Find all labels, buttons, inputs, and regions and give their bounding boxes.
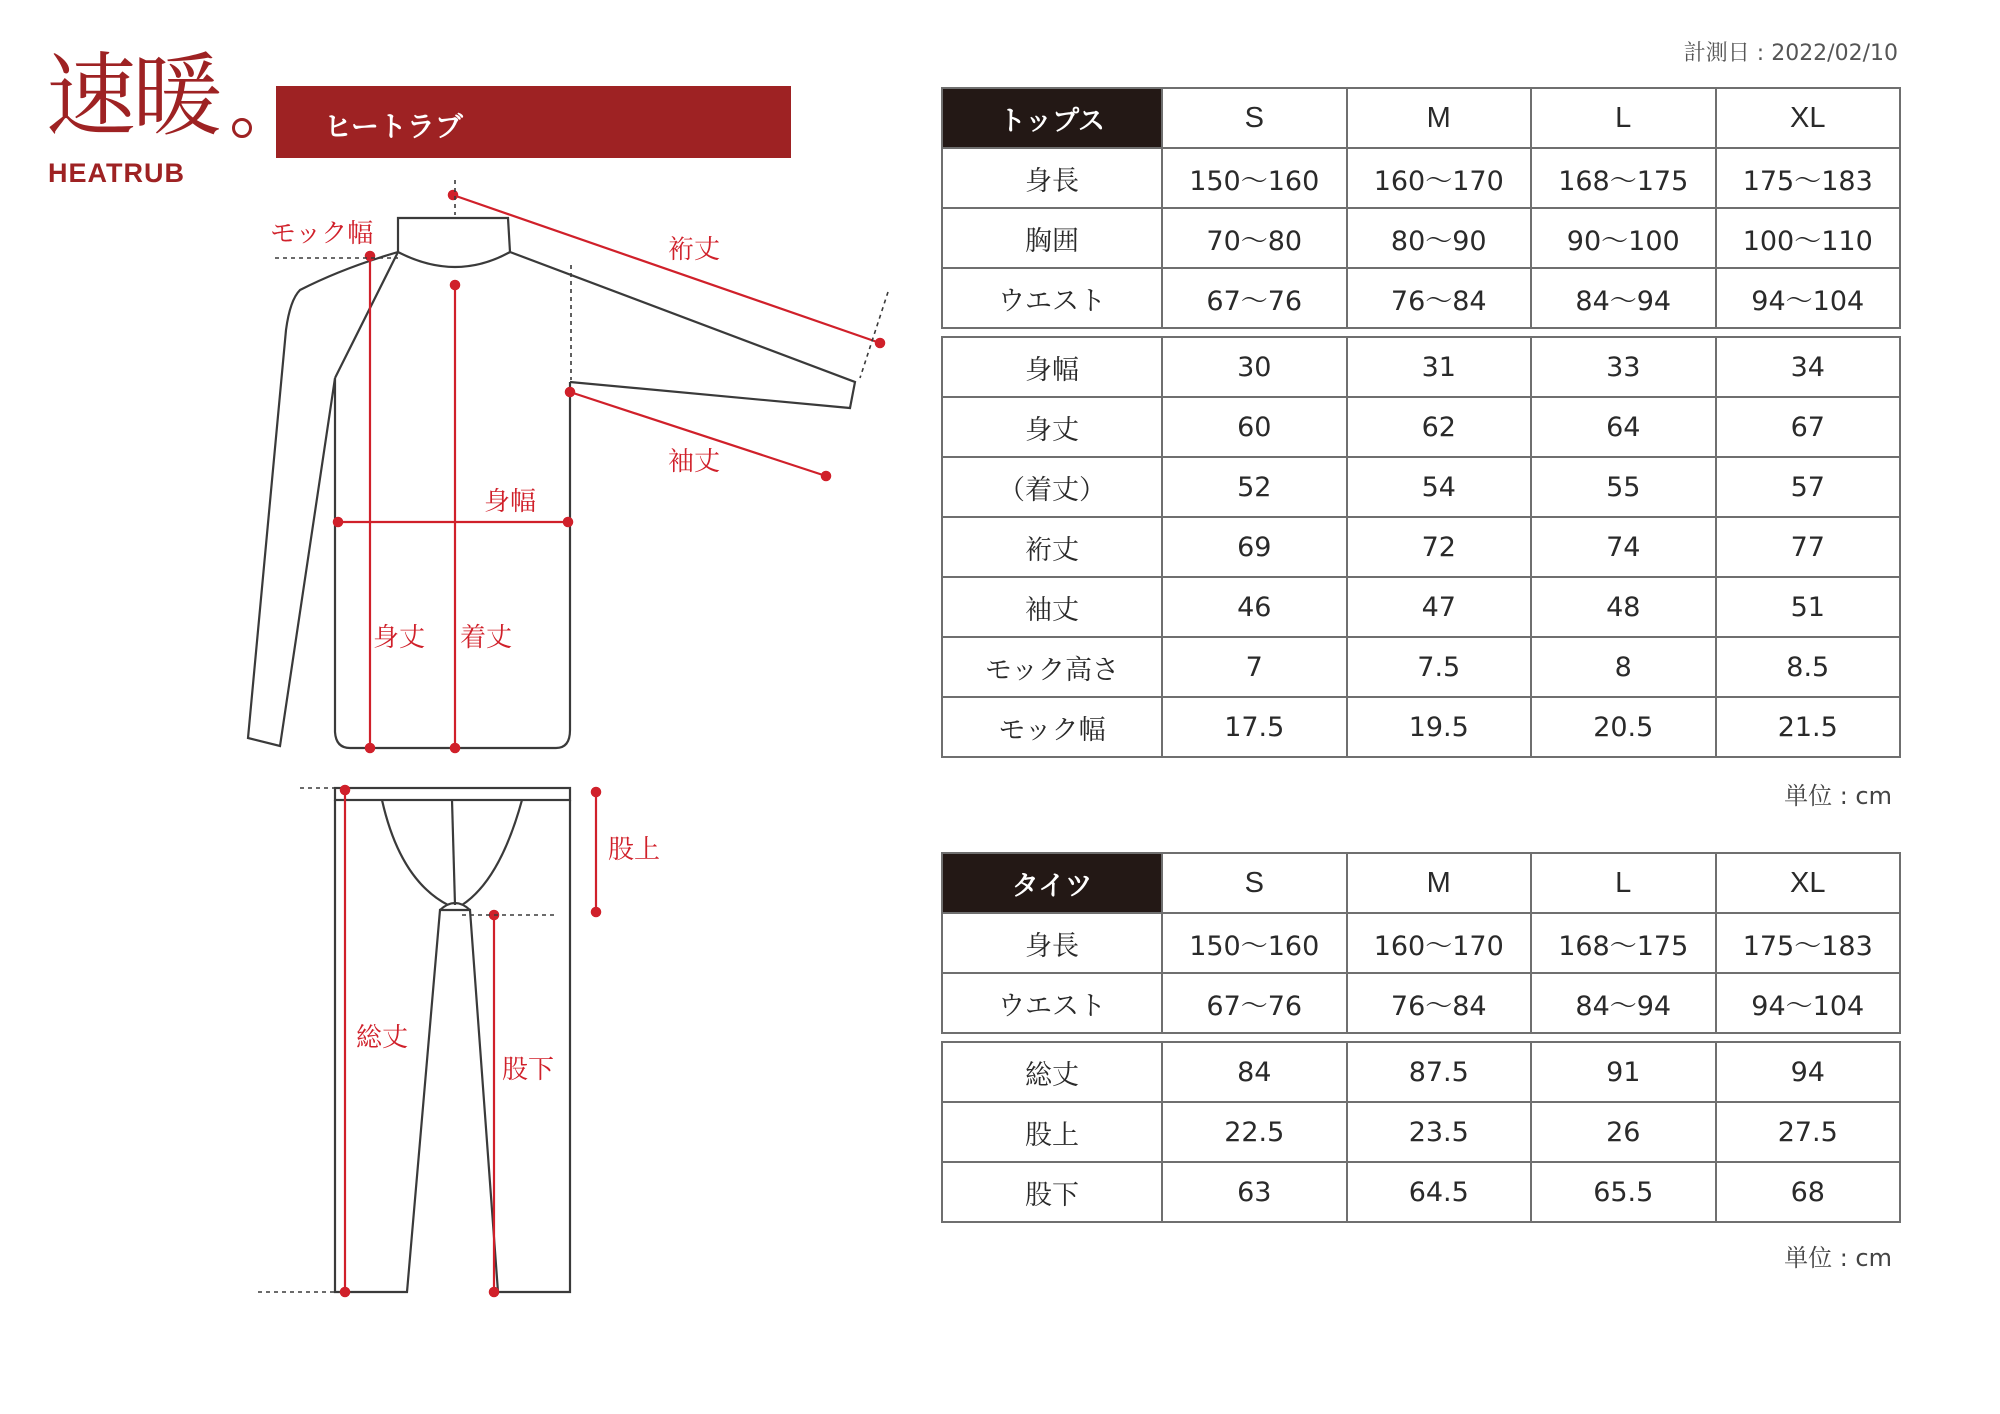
cell: 51	[1716, 577, 1901, 637]
cell: 65.5	[1531, 1162, 1716, 1222]
row-label: ウエスト	[942, 973, 1162, 1033]
table-header-row	[942, 853, 1900, 913]
table-row	[942, 268, 1900, 328]
cell: 55	[1531, 457, 1716, 517]
row-label: ウエスト	[942, 268, 1162, 328]
cell: 47	[1347, 577, 1532, 637]
tights-unit-label: 単位 : cm	[1784, 1244, 1892, 1272]
brand-logo-english: HEATRUB	[48, 158, 185, 188]
cell: 60	[1162, 397, 1347, 457]
cell: 168〜175	[1531, 913, 1716, 973]
cell: 63	[1162, 1162, 1347, 1222]
table-row	[942, 397, 1900, 457]
size-m: M	[1347, 88, 1532, 148]
cell: 91	[1531, 1042, 1716, 1102]
cell: 19.5	[1347, 697, 1532, 757]
label-total: 総丈	[356, 1023, 409, 1053]
cell: 33	[1531, 337, 1716, 397]
cell: 87.5	[1347, 1042, 1532, 1102]
table-row	[942, 1102, 1900, 1162]
cell: 76〜84	[1347, 268, 1532, 328]
cell: 84	[1162, 1042, 1347, 1102]
label-mock-width: モック幅	[270, 219, 374, 249]
cell: 7.5	[1347, 637, 1532, 697]
row-label: 身長	[942, 913, 1162, 973]
size-l: L	[1531, 88, 1716, 148]
product-name: ヒートラブ	[324, 110, 463, 143]
cell: 150〜160	[1162, 148, 1347, 208]
table-row	[942, 577, 1900, 637]
table-section-gap	[942, 328, 1900, 337]
row-label: 総丈	[942, 1042, 1162, 1102]
table-row	[942, 457, 1900, 517]
label-body-width: 身幅	[484, 487, 537, 517]
size-s: S	[1162, 88, 1347, 148]
row-label: 裄丈	[942, 517, 1162, 577]
cell: 7	[1162, 637, 1347, 697]
cell: 94〜104	[1716, 268, 1901, 328]
cell: 175〜183	[1716, 913, 1901, 973]
cell: 46	[1162, 577, 1347, 637]
cell: 84〜94	[1531, 973, 1716, 1033]
sleeve-full-arrow	[453, 195, 880, 343]
table-row	[942, 637, 1900, 697]
label-sleeve: 袖丈	[668, 447, 721, 477]
cell: 64	[1531, 397, 1716, 457]
cell: 94〜104	[1716, 973, 1901, 1033]
table-row	[942, 1162, 1900, 1222]
cell: 80〜90	[1347, 208, 1532, 268]
cell: 21.5	[1716, 697, 1901, 757]
table-header-row	[942, 88, 1900, 148]
label-sleeve-full: 裄丈	[668, 235, 721, 265]
tops-header: トップス	[942, 88, 1162, 148]
size-xl: XL	[1716, 88, 1901, 148]
brand-logo-kanji: 速暖	[46, 44, 218, 149]
table-row	[942, 1042, 1900, 1102]
cell: 22.5	[1162, 1102, 1347, 1162]
cell: 52	[1162, 457, 1347, 517]
cell: 8.5	[1716, 637, 1901, 697]
row-label: 股上	[942, 1102, 1162, 1162]
table-section-gap	[942, 1033, 1900, 1042]
cell: 100〜110	[1716, 208, 1901, 268]
garment-diagram	[0, 0, 930, 1414]
label-total-length: 着丈	[460, 623, 513, 653]
table-row	[942, 913, 1900, 973]
cell: 70〜80	[1162, 208, 1347, 268]
table-row	[942, 697, 1900, 757]
tights-header: タイツ	[942, 853, 1162, 913]
size-s: S	[1162, 853, 1347, 913]
cell: 72	[1347, 517, 1532, 577]
row-label: モック幅	[942, 697, 1162, 757]
size-l: L	[1531, 853, 1716, 913]
cell: 74	[1531, 517, 1716, 577]
cell: 67〜76	[1162, 973, 1347, 1033]
cell: 84〜94	[1531, 268, 1716, 328]
cell: 57	[1716, 457, 1901, 517]
row-label: （着丈）	[942, 457, 1162, 517]
table-row	[942, 148, 1900, 208]
table-row	[942, 337, 1900, 397]
row-label: 袖丈	[942, 577, 1162, 637]
cell: 48	[1531, 577, 1716, 637]
cell: 64.5	[1347, 1162, 1532, 1222]
cell: 160〜170	[1347, 913, 1532, 973]
cell: 68	[1716, 1162, 1901, 1222]
tops-size-table	[941, 87, 1901, 758]
row-label: 股下	[942, 1162, 1162, 1222]
cell: 26	[1531, 1102, 1716, 1162]
cell: 150〜160	[1162, 913, 1347, 973]
size-xl: XL	[1716, 853, 1901, 913]
cell: 27.5	[1716, 1102, 1901, 1162]
cell: 62	[1347, 397, 1532, 457]
row-label: 身丈	[942, 397, 1162, 457]
cell: 30	[1162, 337, 1347, 397]
cell: 160〜170	[1347, 148, 1532, 208]
cell: 69	[1162, 517, 1347, 577]
cell: 31	[1347, 337, 1532, 397]
cell: 34	[1716, 337, 1901, 397]
cell: 90〜100	[1531, 208, 1716, 268]
row-label: 胸囲	[942, 208, 1162, 268]
cell: 8	[1531, 637, 1716, 697]
table-row	[942, 517, 1900, 577]
tops-outline	[248, 218, 855, 748]
tops-unit-label: 単位 : cm	[1784, 782, 1892, 810]
cell: 77	[1716, 517, 1901, 577]
label-rise: 股上	[608, 835, 661, 865]
cell: 17.5	[1162, 697, 1347, 757]
cell: 54	[1347, 457, 1532, 517]
label-body-length: 身丈	[373, 623, 426, 653]
cell: 67〜76	[1162, 268, 1347, 328]
cell: 23.5	[1347, 1102, 1532, 1162]
cell: 20.5	[1531, 697, 1716, 757]
tops-dimensions	[338, 195, 880, 748]
row-label: 身幅	[942, 337, 1162, 397]
cell: 94	[1716, 1042, 1901, 1102]
row-label: 身長	[942, 148, 1162, 208]
tights-size-table	[941, 852, 1901, 1223]
row-label: モック高さ	[942, 637, 1162, 697]
measured-date: 計測日 : 2022/02/10	[1683, 41, 1898, 66]
label-inseam: 股下	[502, 1055, 555, 1085]
cell: 175〜183	[1716, 148, 1901, 208]
cell: 168〜175	[1531, 148, 1716, 208]
cell: 76〜84	[1347, 973, 1532, 1033]
cell: 67	[1716, 397, 1901, 457]
size-m: M	[1347, 853, 1532, 913]
table-row	[942, 208, 1900, 268]
table-row	[942, 973, 1900, 1033]
